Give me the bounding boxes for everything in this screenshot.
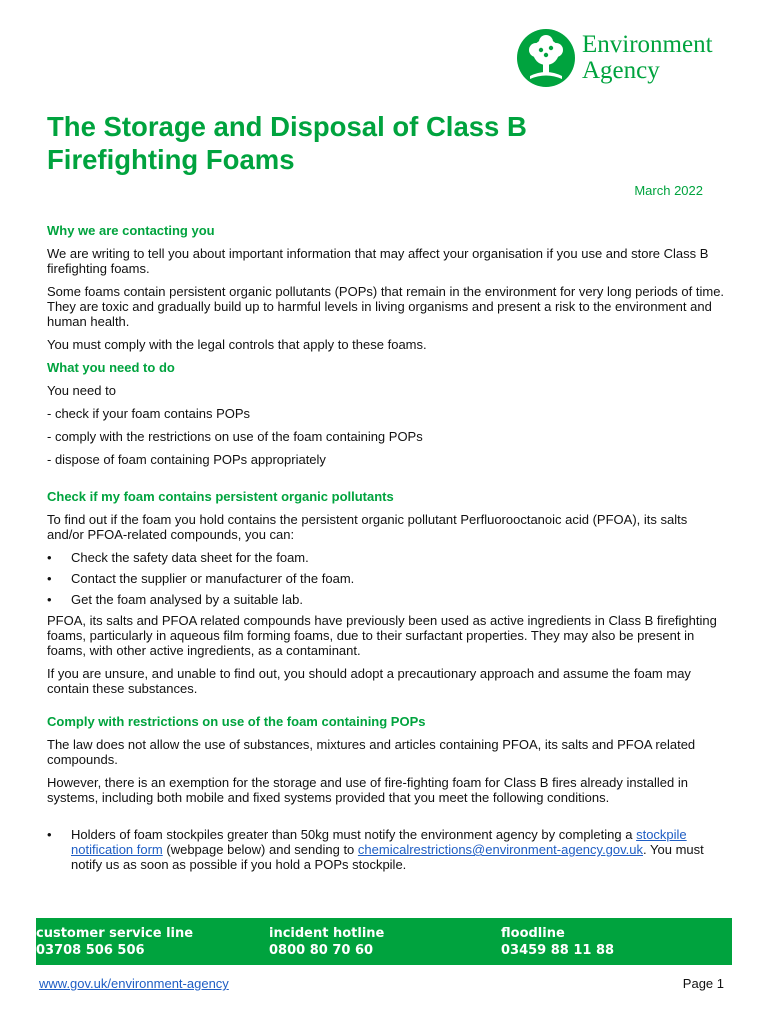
heading-comply: Comply with restrictions on use of the foam containing POPs: [47, 714, 426, 729]
logo-line-2: Agency: [582, 57, 660, 84]
heading-why: Why we are contacting you: [47, 223, 215, 238]
why-paragraph-1: We are writing to tell you about important information that may affect your organisation if you use and store Class B firefighting foams.: [47, 246, 709, 276]
title-line-2: Firefighting Foams: [47, 144, 295, 175]
check-paragraph-1: PFOA, its salts and PFOA related compounds have previously been used as active ingredients in Class B firefighting foams, particularly in aqueous film forming foams, due to their surfactant properties. They may also be present in foams, with other active ingredients, as a contaminant.: [47, 613, 717, 658]
publish-date: March 2022: [634, 183, 703, 198]
website-link[interactable]: www.gov.uk/environment-agency: [39, 976, 229, 991]
tree-emblem-icon: [516, 28, 576, 88]
page-number: Page 1: [682, 976, 724, 991]
logo-wordmark: [582, 32, 713, 84]
contact-footer-band: [36, 918, 732, 965]
page-title: [47, 110, 667, 176]
why-paragraph-2: Some foams contain persistent organic pollutants (POPs) that remain in the environment for very long periods of time. They are toxic and gradually build up to harmful levels in living organisms and present a risk to the environment and human health.: [47, 284, 725, 329]
list-item: • Contact the supplier or manufacturer of the foam.: [47, 571, 355, 586]
environment-agency-logo: [516, 28, 736, 88]
what-intro: You need to: [47, 383, 116, 398]
why-paragraph-3: You must comply with the legal controls that apply to these foams.: [47, 337, 427, 352]
incident-hotline-block: [269, 925, 384, 959]
floodline-number: 03459 88 11 88: [501, 943, 615, 958]
incident-hotline-label: incident hotline: [269, 926, 385, 941]
check-bullet-list: [47, 550, 727, 607]
customer-service-block: [36, 925, 193, 959]
logo-line-1: Environment: [582, 31, 713, 58]
stockpile-form-link[interactable]: stockpile notification form: [71, 827, 687, 857]
list-item: • Check the safety data sheet for the foam.: [47, 550, 309, 565]
what-item-1: - check if your foam contains POPs: [47, 406, 251, 421]
list-item: • Holders of foam stockpiles greater than 50kg must notify the environment agency by completing a stockpile notification form (webpage below) and sending to chemicalrestrictions@environment-agency.gov.uk. You must notify us as soon as possible if you hold a POPs stockpile.: [47, 827, 704, 872]
check-intro: To find out if the foam you hold contains the persistent organic pollutant Perfluorooctanoic acid (PFOA), its salts and/or PFOA-related compounds, you can:: [47, 512, 688, 542]
title-line-1: The Storage and Disposal of Class B: [47, 111, 527, 142]
floodline-label: floodline: [501, 926, 565, 941]
incident-hotline-number: 0800 80 70 60: [269, 943, 374, 958]
customer-service-number: 03708 506 506: [36, 943, 145, 958]
document-body: [47, 223, 727, 878]
customer-service-label: customer service line: [36, 926, 194, 941]
heading-check: Check if my foam contains persistent organic pollutants: [47, 489, 394, 504]
check-paragraph-2: If you are unsure, and unable to find out, you should adopt a precautionary approach and assume the foam may contain these substances.: [47, 666, 691, 696]
what-item-3: - dispose of foam containing POPs appropriately: [47, 452, 326, 467]
what-item-2: - comply with the restrictions on use of the foam containing POPs: [47, 429, 423, 444]
comply-paragraph-2: However, there is an exemption for the storage and use of fire-fighting foam for Class B fires already installed in systems, including both mobile and fixed systems provided that you meet the following conditions.: [47, 775, 688, 805]
comply-bullet-list: [47, 827, 727, 872]
email-link[interactable]: chemicalrestrictions@environment-agency.gov.uk: [357, 842, 644, 857]
floodline-block: [501, 925, 614, 959]
comply-paragraph-1: The law does not allow the use of substances, mixtures and articles containing PFOA, its salts and PFOA related compounds.: [47, 737, 696, 767]
list-item: • Get the foam analysed by a suitable lab.: [47, 592, 303, 607]
heading-what: What you need to do: [47, 360, 175, 375]
